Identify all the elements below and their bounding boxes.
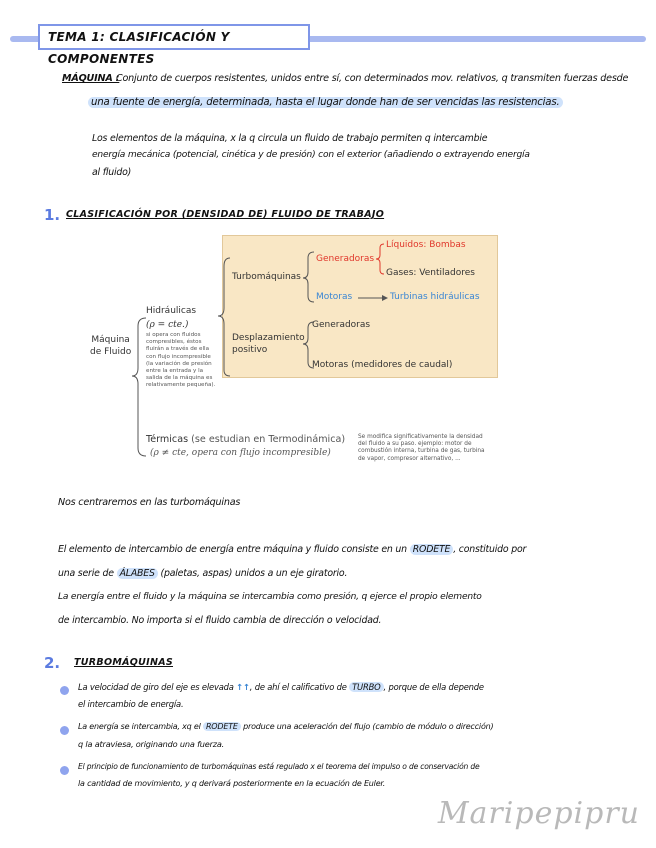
turbomaquinas-label: Turbomáquinas <box>232 272 301 282</box>
paragraph-line-3: al fluido) <box>92 167 132 178</box>
section-2-number: 2. <box>44 654 61 672</box>
section-1-title: CLASIFICACIÓN POR (DENSIDAD DE) FLUIDO DE TRABAJO <box>66 209 385 220</box>
generadoras-brace <box>376 244 384 274</box>
section-2-title: TURBOMÁQUINAS <box>74 657 174 668</box>
hidraulicas-formula: (ρ = cte.) <box>146 320 189 330</box>
definition-highlight: una fuente de energía, determinada, hasta el lugar donde han de ser vencidas las resistencias. <box>88 97 563 108</box>
root-line-2: de Fluido <box>90 347 132 357</box>
termicas-formula: (ρ ≠ cte, opera con flujo incompresible) <box>150 448 331 458</box>
termicas-note <box>358 434 485 463</box>
hidraulicas-note-line: compresibles, éstos <box>146 339 202 346</box>
desp-motoras-label: Motoras (medidores de caudal) <box>312 360 453 370</box>
bullet-dot <box>60 686 69 695</box>
page-title: TEMA 1: CLASIFICACIÓN Y COMPONENTES <box>38 24 310 50</box>
desplazamiento-label <box>232 332 305 356</box>
motoras-label: Motoras <box>316 292 353 302</box>
root-node <box>90 334 131 358</box>
hidraulicas-brace <box>218 258 230 376</box>
alabes-text-a: una serie de <box>58 568 114 579</box>
alabes-highlight: ÁLABES <box>117 568 158 579</box>
paragraph-line-1: Los elementos de la máquina, x la q circula un fluido de trabajo permiten q intercambie <box>92 133 488 144</box>
rodete-highlight-2: RODETE <box>203 722 241 731</box>
bullet-3-line-1: El principio de funcionamiento de turbomáquinas está regulado x el teorema del impulso o de conservación de <box>78 762 480 771</box>
alabes-text-b: (paletas, aspas) unidos a un eje giratorio. <box>160 568 348 579</box>
bullet-1-text-a: La velocidad de giro del eje es elevada <box>78 682 234 692</box>
turbinas-label: Turbinas hidráulicas <box>390 292 480 302</box>
hidraulicas-note-line: (la variación de presión <box>146 360 212 367</box>
generadoras-label: Generadoras <box>316 254 375 264</box>
hidraulicas-note-line: con flujo incompresible <box>146 353 211 360</box>
focus-note: Nos centraremos en las turbomáquinas <box>58 497 241 508</box>
bullet-1-line-2: el intercambio de energía. <box>78 699 184 709</box>
termicas-paren: (se estudian en Termodinámica) <box>191 434 346 445</box>
pressure-paragraph-line-2: de intercambio. No importa si el fluido cambia de dirección o velocidad. <box>58 615 382 626</box>
bullet-dot <box>60 766 69 775</box>
rodete-text-a: El elemento de intercambio de energía entre máquina y fluido consiste en un <box>58 544 407 555</box>
bullet-1-text-c: , porque de ella depende <box>383 682 484 692</box>
bullet-1-line-1 <box>78 682 484 692</box>
termicas-note-line: del fluido a su paso. ejemplo: motor de <box>358 441 472 448</box>
hidraulicas-note <box>146 332 215 390</box>
desplazamiento-line-2: positivo <box>232 345 268 355</box>
rodete-paragraph-line-2 <box>58 565 347 582</box>
turbomaquinas-brace <box>303 252 314 302</box>
definition-line-1: Conjunto de cuerpos resistentes, unidos entre sí, con determinados mov. relativos, q transmiten fuerzas desde <box>116 73 629 84</box>
gases-label: Gases: Ventiladores <box>386 268 475 278</box>
main-brace <box>132 318 146 456</box>
hidraulicas-note-line: relativamente pequeña). <box>146 382 216 389</box>
liquidos-label: Líquidos: Bombas <box>386 240 466 250</box>
root-line-1: Máquina <box>91 335 130 345</box>
rodete-paragraph-line-1 <box>58 541 526 558</box>
bullet-2-line-2: q la atraviesa, originando una fuerza. <box>78 739 225 749</box>
section-1-number: 1. <box>44 206 61 224</box>
termicas-note-line: combustión interna, turbina de gas, turbina <box>358 448 485 455</box>
bullet-2-text-b: produce una aceleración del flujo (cambio de módulo o dirección) <box>243 722 494 731</box>
hidraulicas-note-line: salida de la máquina es <box>146 375 213 382</box>
bullet-dot <box>60 726 69 735</box>
hidraulicas-note-line: si opera con fluidos <box>146 332 201 338</box>
desplazamiento-line-1: Desplazamiento <box>232 333 305 343</box>
pressure-paragraph-line-1: La energía entre el fluido y la máquina se intercambia como presión, q ejerce el propio elemento <box>58 592 482 602</box>
rodete-text-b: , constituido por <box>453 544 527 555</box>
motoras-arrow-head <box>382 295 388 301</box>
desp-generadoras-label: Generadoras <box>312 320 371 330</box>
bullet-2-line-1 <box>78 722 493 731</box>
hidraulicas-note-line: fluirán a través de ella <box>146 346 209 353</box>
termicas-row <box>146 434 345 445</box>
bullet-2-text-a: La energía se intercambia, xq el <box>78 722 201 731</box>
paragraph-line-2: energía mecánica (potencial, cinética y de presión) con el exterior (añadiendo o extrayendo energía <box>92 150 530 160</box>
termicas-note-line: de vapor, compresor alternativo, ... <box>358 455 461 462</box>
rodete-highlight: RODETE <box>410 544 454 555</box>
hidraulicas-note-line: entre la entrada y la <box>146 368 204 375</box>
up-arrows-icon: ↑↑ <box>236 682 250 692</box>
signature-watermark: Maripepipru <box>437 796 640 831</box>
bullet-3-line-2: la cantidad de movimiento, y q derivará posteriormente en la ecuación de Euler. <box>78 779 386 788</box>
hidraulicas-label: Hidráulicas <box>146 306 197 316</box>
turbo-highlight: TURBO <box>349 682 383 692</box>
term-maquina: MÁQUINA : <box>62 73 120 84</box>
termicas-label: Térmicas <box>146 434 189 445</box>
termicas-note-line: Se modifica significativamente la densidad <box>358 434 483 440</box>
bullet-1-text-b: , de ahí el calificativo de <box>249 682 347 692</box>
